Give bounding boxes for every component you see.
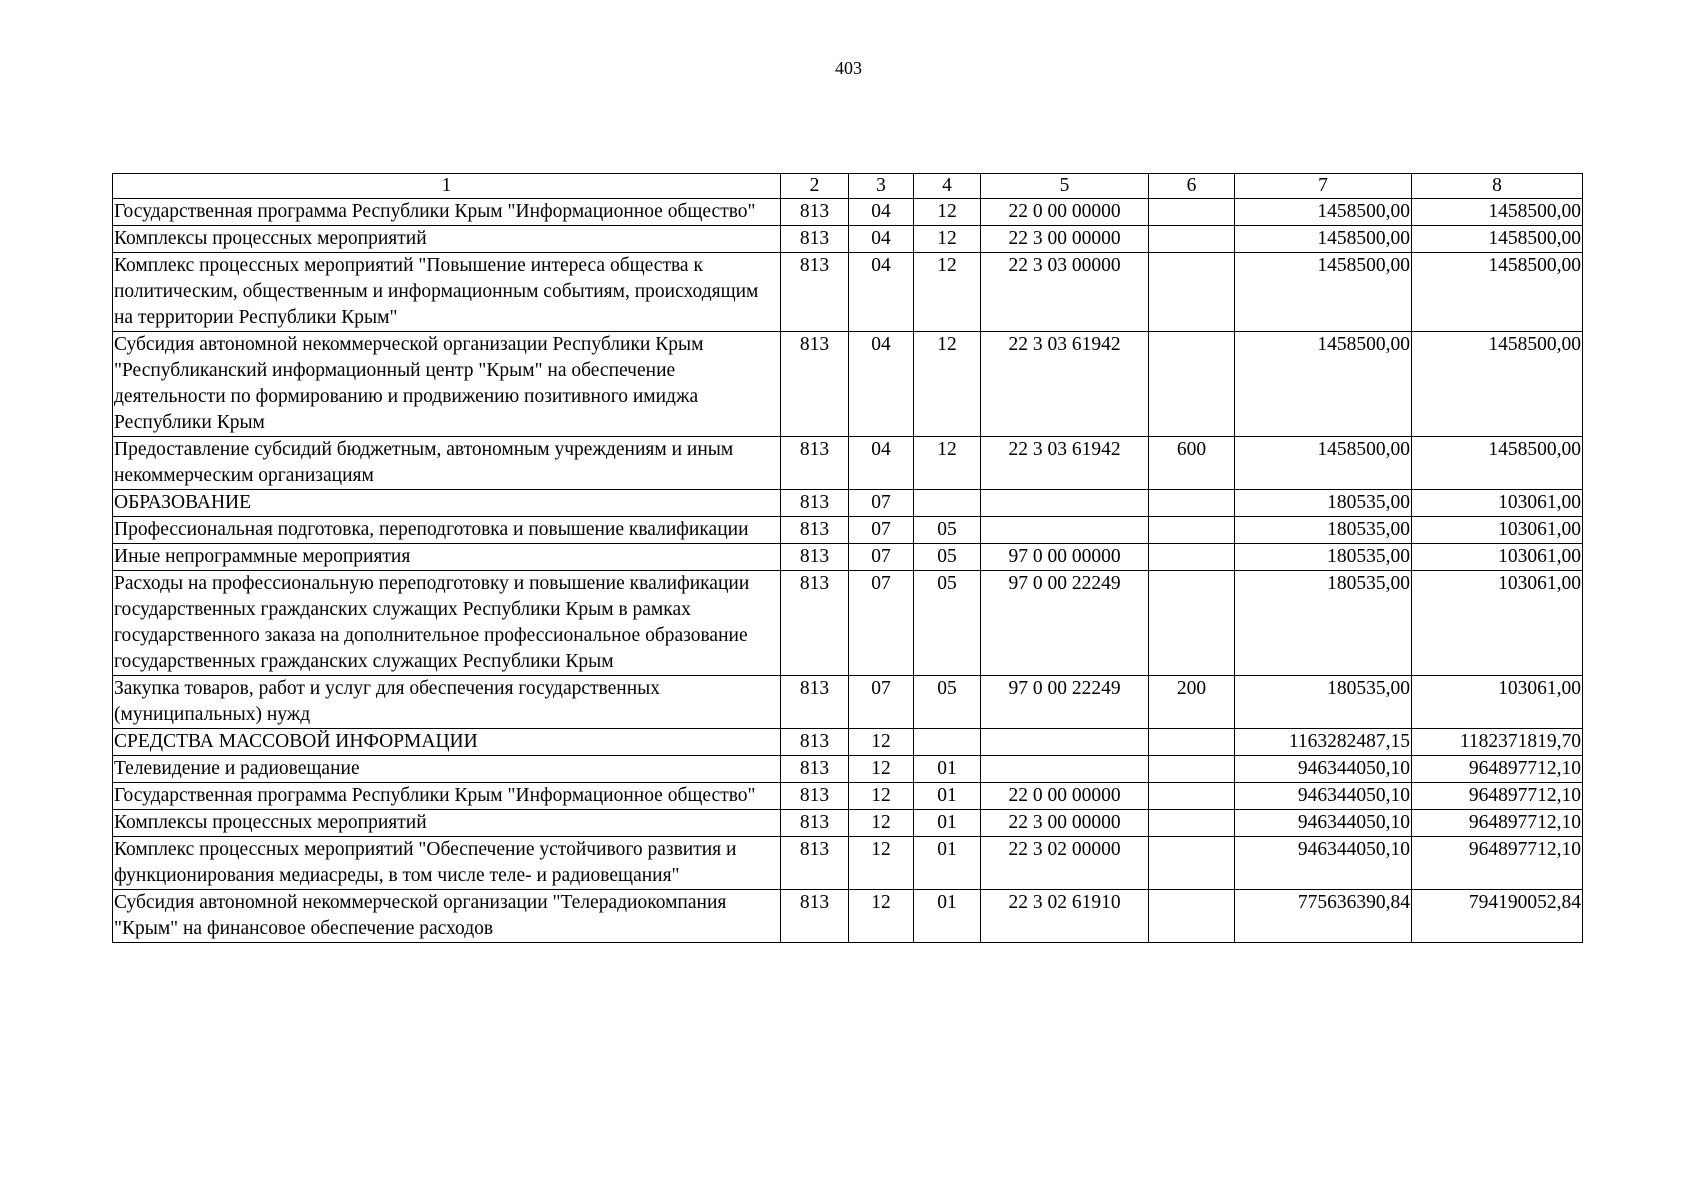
amount-year1-cell: 775636390,84 <box>1235 890 1412 943</box>
row-name-cell: Иные непрограммные мероприятия <box>113 544 781 571</box>
column-header: 4 <box>914 174 981 199</box>
amount-year2-cell: 794190052,84 <box>1412 890 1583 943</box>
column-header: 8 <box>1412 174 1583 199</box>
subsection-cell: 12 <box>914 253 981 332</box>
header-row <box>113 174 1583 199</box>
code-cell: 813 <box>781 890 849 943</box>
subsection-cell: 05 <box>914 544 981 571</box>
amount-year2-cell: 103061,00 <box>1412 490 1583 517</box>
row-name-cell: Комплекс процессных мероприятий "Повышение интереса общества к политическим, общественным и информационным событиям, происходящим на территории Республики Крым" <box>113 253 781 332</box>
target-article-cell: 22 3 02 61910 <box>981 890 1149 943</box>
amount-year1-cell: 1458500,00 <box>1235 226 1412 253</box>
amount-year2-cell: 964897712,10 <box>1412 810 1583 837</box>
amount-year1-cell: 1458500,00 <box>1235 253 1412 332</box>
amount-year1-cell: 946344050,10 <box>1235 783 1412 810</box>
table-row <box>113 890 1583 943</box>
section-cell: 07 <box>849 490 914 517</box>
row-name-cell: Профессиональная подготовка, переподготовка и повышение квалификации <box>113 517 781 544</box>
table-row <box>113 490 1583 517</box>
subsection-cell <box>914 729 981 756</box>
section-cell: 12 <box>849 837 914 890</box>
amount-year1-cell: 180535,00 <box>1235 517 1412 544</box>
amount-year2-cell: 1458500,00 <box>1412 437 1583 490</box>
expense-type-cell <box>1149 783 1235 810</box>
code-cell: 813 <box>781 544 849 571</box>
expense-type-cell <box>1149 517 1235 544</box>
column-header: 3 <box>849 174 914 199</box>
table-row <box>113 729 1583 756</box>
code-cell: 813 <box>781 571 849 676</box>
row-name-cell: Комплексы процессных мероприятий <box>113 226 781 253</box>
subsection-cell <box>914 490 981 517</box>
amount-year2-cell: 964897712,10 <box>1412 837 1583 890</box>
target-article-cell: 97 0 00 22249 <box>981 571 1149 676</box>
table-row <box>113 783 1583 810</box>
subsection-cell: 01 <box>914 890 981 943</box>
table-row <box>113 226 1583 253</box>
target-article-cell: 22 3 03 61942 <box>981 332 1149 437</box>
target-article-cell: 97 0 00 22249 <box>981 676 1149 729</box>
section-cell: 07 <box>849 676 914 729</box>
amount-year2-cell: 1458500,00 <box>1412 226 1583 253</box>
expense-type-cell <box>1149 756 1235 783</box>
expense-type-cell <box>1149 490 1235 517</box>
amount-year2-cell: 103061,00 <box>1412 571 1583 676</box>
column-header: 2 <box>781 174 849 199</box>
row-name-cell: Комплексы процессных мероприятий <box>113 810 781 837</box>
table-row <box>113 517 1583 544</box>
column-header: 1 <box>113 174 781 199</box>
expense-type-cell <box>1149 837 1235 890</box>
section-cell: 07 <box>849 517 914 544</box>
amount-year1-cell: 946344050,10 <box>1235 837 1412 890</box>
row-name-cell: Субсидия автономной некоммерческой организации "Телерадиокомпания "Крым" на финансовое обеспечение расходов <box>113 890 781 943</box>
subsection-cell: 05 <box>914 571 981 676</box>
column-header: 5 <box>981 174 1149 199</box>
table-body <box>113 199 1583 943</box>
section-cell: 12 <box>849 783 914 810</box>
amount-year2-cell: 964897712,10 <box>1412 783 1583 810</box>
code-cell: 813 <box>781 756 849 783</box>
expense-type-cell: 600 <box>1149 437 1235 490</box>
subsection-cell: 12 <box>914 437 981 490</box>
expense-type-cell: 200 <box>1149 676 1235 729</box>
table-row <box>113 437 1583 490</box>
section-cell: 07 <box>849 571 914 676</box>
expense-type-cell <box>1149 332 1235 437</box>
table-row <box>113 837 1583 890</box>
section-cell: 12 <box>849 729 914 756</box>
row-name-cell: Расходы на профессиональную переподготовку и повышение квалификации государственных гражданских служащих Республики Крым в рамках государственного заказа на дополнительное профессиональное образование государственных гражданских служащих Республики Крым <box>113 571 781 676</box>
subsection-cell: 01 <box>914 783 981 810</box>
row-name-cell: СРЕДСТВА МАССОВОЙ ИНФОРМАЦИИ <box>113 729 781 756</box>
amount-year2-cell: 103061,00 <box>1412 517 1583 544</box>
target-article-cell: 97 0 00 00000 <box>981 544 1149 571</box>
subsection-cell: 01 <box>914 837 981 890</box>
amount-year1-cell: 946344050,10 <box>1235 810 1412 837</box>
section-cell: 12 <box>849 890 914 943</box>
section-cell: 12 <box>849 756 914 783</box>
table-row <box>113 676 1583 729</box>
row-name-cell: Государственная программа Республики Крым "Информационное общество" <box>113 783 781 810</box>
code-cell: 813 <box>781 490 849 517</box>
section-cell: 04 <box>849 332 914 437</box>
page-number: 403 <box>835 58 862 78</box>
row-name-cell: Предоставление субсидий бюджетным, автономным учреждениям и иным некоммерческим организациям <box>113 437 781 490</box>
table-row <box>113 332 1583 437</box>
code-cell: 813 <box>781 253 849 332</box>
table-row <box>113 253 1583 332</box>
code-cell: 813 <box>781 676 849 729</box>
amount-year2-cell: 1458500,00 <box>1412 332 1583 437</box>
code-cell: 813 <box>781 332 849 437</box>
amount-year1-cell: 1458500,00 <box>1235 199 1412 226</box>
amount-year1-cell: 180535,00 <box>1235 571 1412 676</box>
amount-year1-cell: 180535,00 <box>1235 676 1412 729</box>
budget-table <box>112 173 1583 943</box>
code-cell: 813 <box>781 199 849 226</box>
target-article-cell: 22 0 00 00000 <box>981 199 1149 226</box>
target-article-cell: 22 0 00 00000 <box>981 783 1149 810</box>
target-article-cell: 22 3 03 00000 <box>981 253 1149 332</box>
subsection-cell: 12 <box>914 226 981 253</box>
row-name-cell: Закупка товаров, работ и услуг для обеспечения государственных (муниципальных) нужд <box>113 676 781 729</box>
target-article-cell <box>981 490 1149 517</box>
section-cell: 07 <box>849 544 914 571</box>
row-name-cell: Субсидия автономной некоммерческой организации Республики Крым "Республиканский информационный центр "Крым" на обеспечение деятельности по формированию и продвижению позитивного имиджа Республики Крым <box>113 332 781 437</box>
section-cell: 04 <box>849 226 914 253</box>
row-name-cell: ОБРАЗОВАНИЕ <box>113 490 781 517</box>
section-cell: 04 <box>849 437 914 490</box>
amount-year1-cell: 1458500,00 <box>1235 332 1412 437</box>
amount-year2-cell: 1458500,00 <box>1412 199 1583 226</box>
target-article-cell <box>981 729 1149 756</box>
row-name-cell: Телевидение и радиовещание <box>113 756 781 783</box>
expense-type-cell <box>1149 199 1235 226</box>
subsection-cell: 05 <box>914 676 981 729</box>
target-article-cell: 22 3 02 00000 <box>981 837 1149 890</box>
section-cell: 04 <box>849 199 914 226</box>
amount-year2-cell: 1458500,00 <box>1412 253 1583 332</box>
code-cell: 813 <box>781 226 849 253</box>
subsection-cell: 01 <box>914 756 981 783</box>
target-article-cell: 22 3 03 61942 <box>981 437 1149 490</box>
table-row <box>113 571 1583 676</box>
subsection-cell: 12 <box>914 332 981 437</box>
amount-year1-cell: 1458500,00 <box>1235 437 1412 490</box>
column-header: 7 <box>1235 174 1412 199</box>
code-cell: 813 <box>781 837 849 890</box>
amount-year2-cell: 103061,00 <box>1412 544 1583 571</box>
row-name-cell: Комплекс процессных мероприятий "Обеспечение устойчивого развития и функционирования медиасреды, в том числе теле- и радиовещания" <box>113 837 781 890</box>
expense-type-cell <box>1149 810 1235 837</box>
table-row <box>113 544 1583 571</box>
expense-type-cell <box>1149 571 1235 676</box>
target-article-cell <box>981 756 1149 783</box>
code-cell: 813 <box>781 810 849 837</box>
amount-year2-cell: 964897712,10 <box>1412 756 1583 783</box>
code-cell: 813 <box>781 783 849 810</box>
table-row <box>113 756 1583 783</box>
section-cell: 12 <box>849 810 914 837</box>
expense-type-cell <box>1149 253 1235 332</box>
target-article-cell: 22 3 00 00000 <box>981 810 1149 837</box>
expense-type-cell <box>1149 226 1235 253</box>
amount-year1-cell: 1163282487,15 <box>1235 729 1412 756</box>
amount-year1-cell: 180535,00 <box>1235 490 1412 517</box>
table-row <box>113 199 1583 226</box>
target-article-cell: 22 3 00 00000 <box>981 226 1149 253</box>
row-name-cell: Государственная программа Республики Крым "Информационное общество" <box>113 199 781 226</box>
amount-year2-cell: 1182371819,70 <box>1412 729 1583 756</box>
expense-type-cell <box>1149 544 1235 571</box>
amount-year1-cell: 180535,00 <box>1235 544 1412 571</box>
code-cell: 813 <box>781 729 849 756</box>
section-cell: 04 <box>849 253 914 332</box>
subsection-cell: 01 <box>914 810 981 837</box>
amount-year1-cell: 946344050,10 <box>1235 756 1412 783</box>
table-row <box>113 810 1583 837</box>
amount-year2-cell: 103061,00 <box>1412 676 1583 729</box>
code-cell: 813 <box>781 437 849 490</box>
subsection-cell: 05 <box>914 517 981 544</box>
expense-type-cell <box>1149 890 1235 943</box>
column-header: 6 <box>1149 174 1235 199</box>
target-article-cell <box>981 517 1149 544</box>
expense-type-cell <box>1149 729 1235 756</box>
code-cell: 813 <box>781 517 849 544</box>
subsection-cell: 12 <box>914 199 981 226</box>
